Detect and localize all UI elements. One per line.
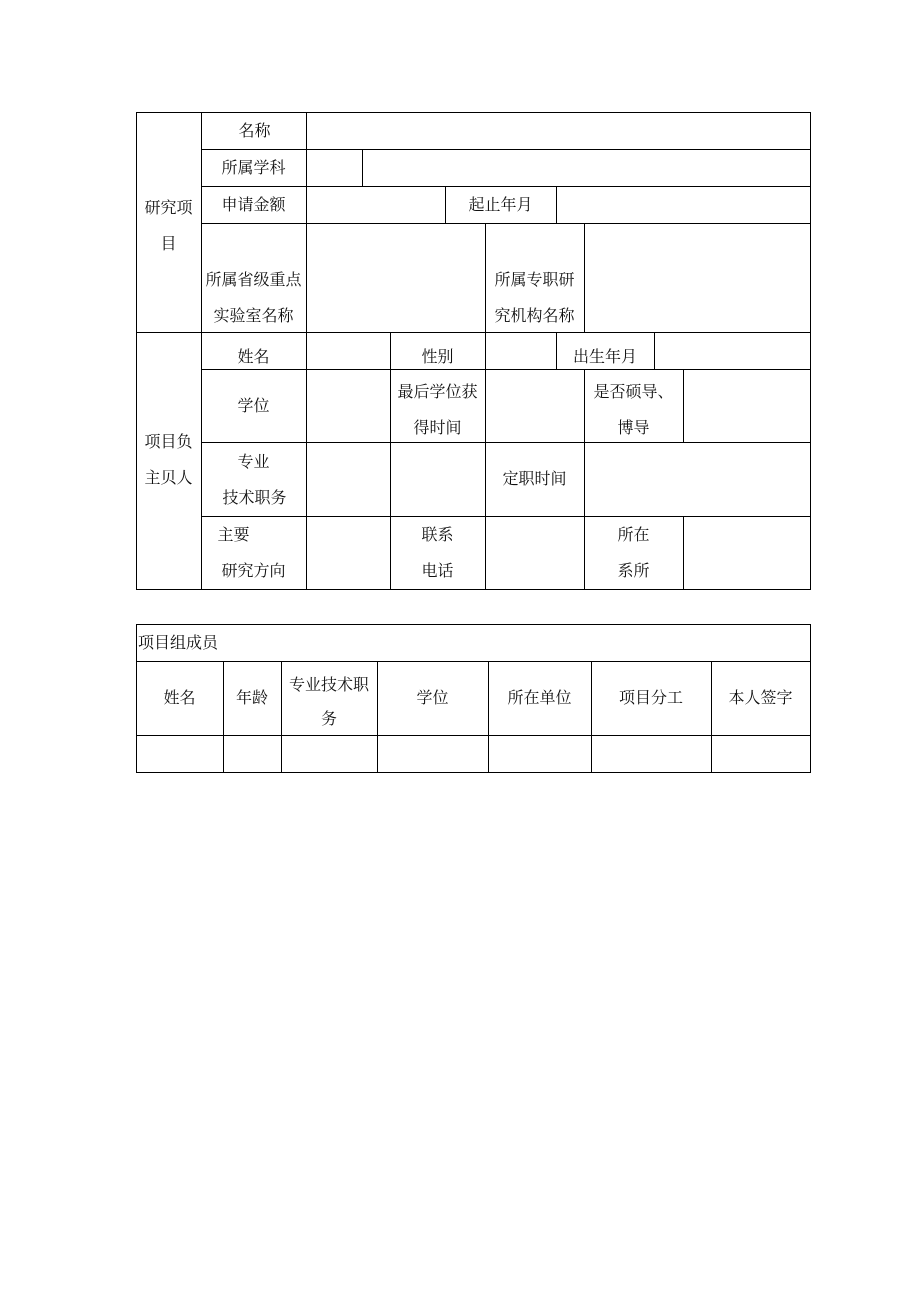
lab-field[interactable] bbox=[307, 224, 485, 332]
members-header-title: 专业技术职 务 bbox=[288, 675, 369, 728]
project-name-field[interactable] bbox=[307, 113, 810, 149]
amount-field[interactable] bbox=[307, 187, 445, 223]
research-direction-label: 主要 研究方向 bbox=[217, 525, 286, 580]
gender-label: 性别 bbox=[421, 346, 454, 366]
birth-label: 出生年月 bbox=[572, 346, 637, 366]
department-field[interactable] bbox=[684, 517, 810, 589]
lab-label: 所属省级重点 实验室名称 bbox=[205, 270, 302, 325]
members-header-age: 年龄 bbox=[235, 688, 268, 707]
project-name-label: 名称 bbox=[238, 120, 271, 140]
title-time-field[interactable] bbox=[585, 443, 810, 516]
member-age-field[interactable] bbox=[224, 736, 281, 772]
project-section-label: 研究项 目 bbox=[144, 198, 193, 253]
period-label: 起止年月 bbox=[468, 194, 533, 214]
degree-field[interactable] bbox=[307, 370, 390, 442]
research-direction-field[interactable] bbox=[307, 517, 390, 589]
tech-title-field[interactable] bbox=[307, 443, 390, 516]
member-unit-field[interactable] bbox=[489, 736, 591, 772]
period-field[interactable] bbox=[557, 187, 810, 223]
leader-name-label: 姓名 bbox=[237, 346, 270, 366]
gender-field[interactable] bbox=[486, 333, 556, 369]
degree-label: 学位 bbox=[237, 395, 270, 415]
member-signature-field[interactable] bbox=[712, 736, 810, 772]
phone-label: 联系 电话 bbox=[421, 525, 454, 580]
leader-section-label: 项目负 主贝人 bbox=[144, 432, 193, 487]
members-header-role: 项目分工 bbox=[618, 688, 683, 707]
members-header-signature: 本人签字 bbox=[728, 688, 793, 707]
member-name-field[interactable] bbox=[137, 736, 223, 772]
tech-title-extra-field[interactable] bbox=[391, 443, 485, 516]
phone-field[interactable] bbox=[486, 517, 584, 589]
members-header-unit: 所在单位 bbox=[507, 688, 572, 707]
member-degree-field[interactable] bbox=[378, 736, 488, 772]
supervisor-field[interactable] bbox=[684, 370, 810, 442]
member-title-field[interactable] bbox=[282, 736, 377, 772]
discipline-code-field[interactable] bbox=[307, 150, 362, 186]
title-time-label: 定职时间 bbox=[502, 469, 567, 488]
supervisor-label: 是否硕导、 博导 bbox=[593, 382, 674, 437]
member-role-field[interactable] bbox=[592, 736, 711, 772]
members-header-degree: 学位 bbox=[416, 688, 449, 707]
discipline-label: 所属学科 bbox=[221, 157, 286, 177]
leader-name-field[interactable] bbox=[307, 333, 390, 369]
department-label: 所在 系所 bbox=[617, 525, 650, 580]
tech-title-label: 专业 技术职务 bbox=[222, 452, 287, 507]
members-title: 项目组成员 bbox=[138, 632, 219, 652]
amount-label: 申请金额 bbox=[221, 194, 286, 214]
institute-field[interactable] bbox=[585, 224, 810, 332]
members-header-name: 姓名 bbox=[163, 688, 196, 707]
birth-field[interactable] bbox=[655, 333, 810, 369]
institute-label: 所属专职研 究机构名称 bbox=[494, 270, 575, 325]
discipline-field[interactable] bbox=[363, 150, 810, 186]
degree-time-field[interactable] bbox=[486, 370, 584, 442]
degree-time-label: 最后学位获 得时间 bbox=[397, 382, 478, 437]
